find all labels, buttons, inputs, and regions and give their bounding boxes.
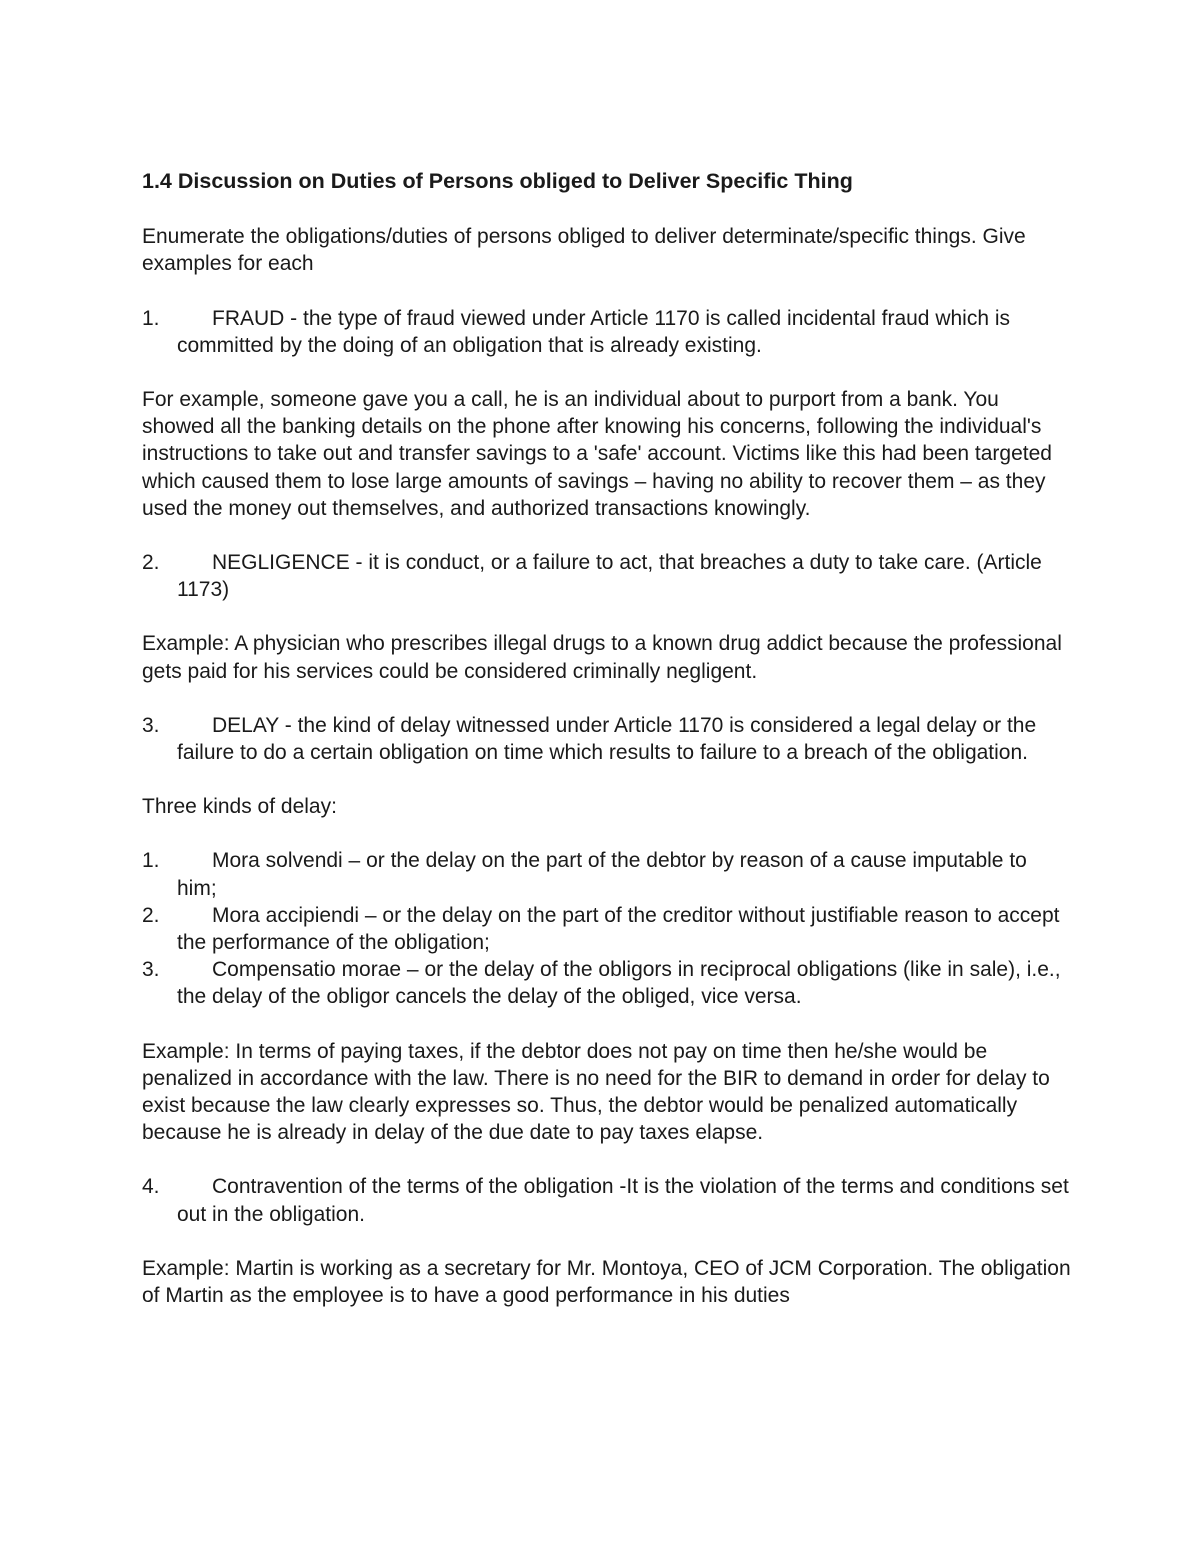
list-item-delay: [142, 712, 1072, 766]
delay-kind-item: [142, 902, 1072, 956]
delay-example-paragraph: Example: In terms of paying taxes, if the debtor does not pay on time then he/she would be penalized in accordance with the law. There is no need for the BIR to demand in order for delay to exist because the law clearly expresses so. Thus, the debtor would be penalized automatically because he is already in delay of the due date to pay taxes elapse.: [142, 1039, 1050, 1145]
contravention-example-paragraph: Example: Martin is working as a secretary for Mr. Montoya, CEO of JCM Corporation. The obligation of Martin as the employee is to have a good performance in his duties: [142, 1256, 1071, 1308]
list-text: Contravention of the terms of the obligation -It is the violation of the terms and conditions set out in the obligation.: [177, 1175, 1069, 1226]
page-title: 1.4 Discussion on Duties of Persons obliged to Deliver Specific Thing: [142, 169, 853, 193]
list-item-contravention: [142, 1173, 1072, 1227]
list-text: Mora accipiendi – or the delay on the part of the creditor without justifiable reason to accept the performance of the obligation;: [177, 903, 1060, 955]
delay-kind-item: [142, 956, 1072, 1010]
list-item-fraud: [142, 305, 1072, 359]
list-number: 3.: [142, 713, 160, 737]
delay-kinds-heading: Three kinds of delay:: [142, 795, 337, 819]
list-text: Compensatio morae – or the delay of the obligors in reciprocal obligations (like in sale), i.e., the delay of the obligor cancels the delay of the obliged, vice versa.: [177, 958, 1061, 1009]
negligence-example-paragraph: Example: A physician who prescribes illegal drugs to a known drug addict because the professional gets paid for his services could be considered criminally negligent.: [142, 632, 1062, 683]
document-page: [142, 168, 1072, 1336]
list-text: DELAY - the kind of delay witnessed under Article 1170 is considered a legal delay or the failure to do a certain obligation on time which results to failure to a breach of the obligation.: [177, 713, 1037, 765]
list-number: 1.: [142, 849, 160, 873]
list-number: 2.: [142, 551, 160, 575]
intro-paragraph: Enumerate the obligations/duties of persons obliged to deliver determinate/specific things. Give examples for each: [142, 225, 1026, 276]
list-item-negligence: [142, 549, 1072, 603]
list-text: FRAUD - the type of fraud viewed under Article 1170 is called incidental fraud which is committed by the doing of an obligation that is already existing.: [177, 306, 1011, 357]
list-number: 3.: [142, 958, 160, 982]
list-text: Mora solvendi – or the delay on the part of the debtor by reason of a cause imputable to him;: [177, 849, 1027, 900]
list-number: 4.: [142, 1175, 160, 1199]
delay-kind-item: [142, 847, 1072, 901]
list-text: NEGLIGENCE - it is conduct, or a failure to act, that breaches a duty to take care. (Article 1173): [177, 551, 1042, 602]
list-number: 2.: [142, 903, 160, 927]
list-number: 1.: [142, 306, 160, 330]
fraud-example-paragraph: For example, someone gave you a call, he is an individual about to purport from a bank. You showed all the banking details on the phone after knowing his concerns, following the individual's instructions to take out and transfer savings to a 'safe' account. Victims like this had been targeted which caused them to lose large amounts of savings – having no ability to recover them – as they used the money out themselves, and authorized transactions knowingly.: [142, 388, 1052, 520]
